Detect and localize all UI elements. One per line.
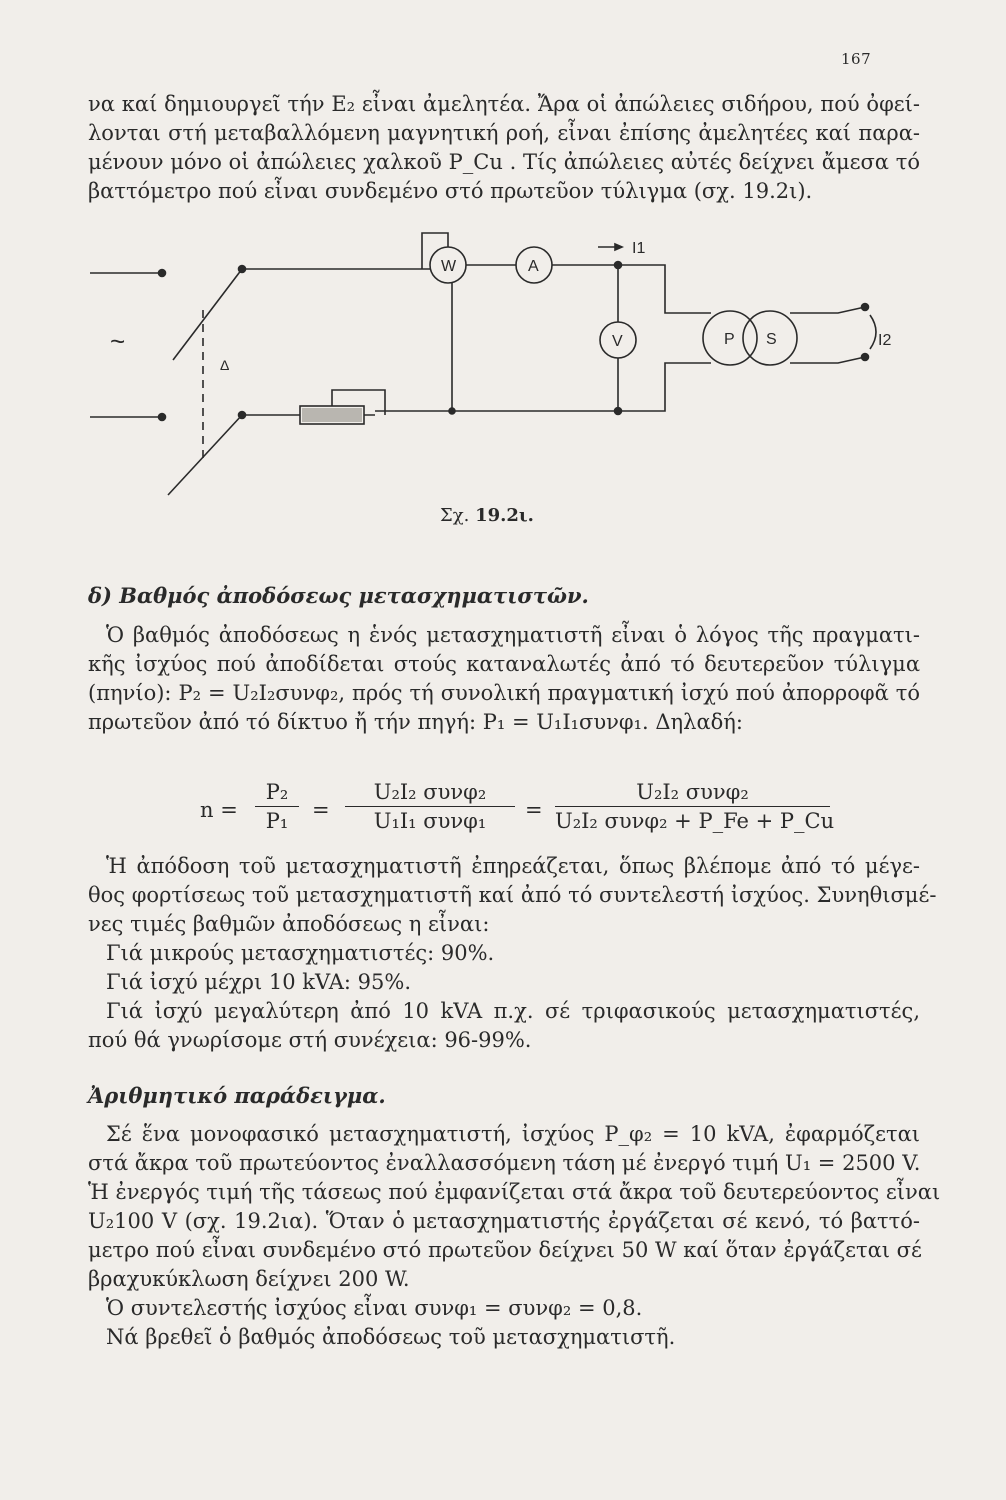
paragraph-example bbox=[88, 1120, 941, 1352]
list-item: Γιά ἰσχύ μεγαλύτερη ἀπό 10 kVA π.χ. σέ τριφασικούς μετασχηματιστές, bbox=[106, 999, 920, 1023]
voltmeter-label: V bbox=[612, 333, 623, 350]
caption-prefix: Σχ. bbox=[440, 505, 470, 526]
example-heading: Ἀριθμητικό παράδειγμα. bbox=[88, 1083, 386, 1108]
text-line: στά ἄκρα τοῦ πρωτεύοντος ἐναλλασσόμενη τάση μέ ἐνεργό τιμή U₁ = 2500 V. bbox=[88, 1151, 921, 1175]
switch-label: Δ bbox=[220, 357, 230, 373]
fraction-numerator: U₂I₂ συνφ₂ bbox=[373, 780, 487, 804]
equals-sign: = bbox=[525, 798, 543, 822]
wire-secondary-bottom bbox=[790, 357, 865, 363]
paragraph-efficiency bbox=[88, 621, 920, 737]
formula-lhs: n = bbox=[200, 798, 238, 822]
text-line: Νά βρεθεῖ ὁ βαθμός ἀποδόσεως τοῦ μετασχηματιστῆ. bbox=[106, 1325, 676, 1349]
wire-to-primary-bottom bbox=[618, 363, 711, 411]
ammeter-label: A bbox=[528, 258, 539, 275]
list-item: Γιά ἰσχύ μέχρι 10 kVA: 95%. bbox=[106, 970, 412, 994]
fraction-denominator: U₁I₁ συνφ₁ bbox=[373, 809, 487, 833]
list-item: πού θά γνωρίσομε στή συνέχεια: 96-99%. bbox=[88, 1028, 532, 1052]
text-line: πρωτεῦον ἀπό τό δίκτυο ἤ τήν πηγή: P₁ = U₁I₁συνφ₁. Δηλαδή: bbox=[88, 710, 743, 734]
current-label-i2: I2 bbox=[878, 332, 892, 349]
ac-source-symbol: ~ bbox=[110, 326, 126, 356]
list-item: Γιά μικρούς μετασχηματιστές: 90%. bbox=[106, 941, 495, 965]
fraction-denominator: P₁ bbox=[265, 809, 289, 833]
fraction-numerator: U₂I₂ συνφ₂ bbox=[636, 780, 749, 804]
text-line: βραχυκύκλωση δείχνει 200 W. bbox=[88, 1267, 410, 1291]
section-heading: δ) Βαθμός ἀποδόσεως μετασχηματιστῶν. bbox=[88, 583, 589, 608]
fraction-power-ratio bbox=[255, 780, 299, 833]
circuit-diagram bbox=[70, 225, 890, 500]
paragraph-losses bbox=[88, 90, 920, 206]
current-label-i1: I1 bbox=[632, 240, 646, 257]
text-line: Σέ ἕνα μονοφασικό μετασχηματιστή, ἰσχύος P_φ₂ = 10 kVA, ἐφαρμόζεται bbox=[106, 1122, 920, 1146]
fraction-bar bbox=[345, 806, 515, 807]
wattmeter-label: W bbox=[441, 258, 457, 275]
text-line: μένουν μόνο οἱ ἀπώλειες χαλκοῦ P_Cu . Τίς ἀπώλειες αὐτές δείχνει ἄμεσα τό bbox=[88, 150, 920, 174]
fraction-ui-ratio bbox=[345, 780, 515, 833]
wire-secondary-top bbox=[790, 307, 865, 313]
caption-number: 19.2ι. bbox=[475, 505, 534, 526]
page-number: 167 bbox=[841, 50, 872, 68]
terminal-dot bbox=[862, 304, 869, 311]
fraction-bar bbox=[555, 806, 830, 807]
terminal-dot bbox=[159, 270, 166, 277]
text-line: λονται στή μεταβαλλόμενη μαγνητική ροή, εἶναι ἐπίσης ἀμελητέες καί παρα- bbox=[88, 121, 920, 145]
figure-caption bbox=[440, 505, 534, 526]
arrow-head bbox=[615, 244, 622, 250]
equals-sign: = bbox=[312, 798, 330, 822]
terminal-dot bbox=[862, 354, 869, 361]
text-line: Ἡ ἀπόδοση τοῦ μετασχηματιστῆ ἐπηρεάζεται, ὅπως βλέπομε ἀπό τό μέγε- bbox=[106, 854, 920, 878]
resistor-fill bbox=[302, 408, 362, 422]
wire-to-primary-top bbox=[618, 265, 711, 313]
fraction-bar bbox=[255, 806, 299, 807]
text-line: βαττόμετρο πού εἶναι συνδεμένο στό πρωτεῦον τύλιγμα (σχ. 19.2ι). bbox=[88, 179, 813, 203]
efficiency-formula bbox=[200, 780, 840, 844]
current-bracket-i2 bbox=[870, 315, 876, 349]
text-line: μετρο πού εἶναι συνδεμένο στό πρωτεῦον δείχνει 50 W καί ὅταν ἐργάζεται σέ bbox=[88, 1238, 922, 1262]
text-line: θος φορτίσεως τοῦ μετασχηματιστῆ καί ἀπό τό συντελεστή ἰσχύος. Συνηθισμέ- bbox=[88, 883, 937, 907]
text-line: νες τιμές βαθμῶν ἀποδόσεως η εἶναι: bbox=[88, 912, 490, 936]
text-line: κῆς ἰσχύος πού ἀποδίδεται στούς καταναλωτές ἀπό τό δευτερεῦον τύλιγμα bbox=[88, 652, 920, 676]
text-line: U₂100 V (σχ. 19.2ια). Ὅταν ὁ μετασχηματιστής ἐργάζεται σέ κενό, τό βαττό- bbox=[88, 1209, 920, 1233]
fraction-numerator: P₂ bbox=[265, 780, 289, 804]
text-line: Ὁ συντελεστής ἰσχύος εἶναι συνφ₁ = συνφ₂ = 0,8. bbox=[106, 1296, 643, 1320]
switch-blade-top bbox=[173, 269, 242, 360]
terminal-dot bbox=[159, 414, 166, 421]
text-line: να καί δημιουργεῖ τήν E₂ εἶναι ἀμελητέα. Ἄρα οἱ ἀπώλειες σιδήρου, πού ὀφεί- bbox=[88, 92, 920, 116]
primary-label: P bbox=[724, 331, 735, 348]
switch-blade-bottom bbox=[168, 415, 242, 495]
fraction-losses bbox=[555, 780, 835, 833]
text-line: Ἡ ἐνεργός τιμή τῆς τάσεως πού ἐμφανίζεται στά ἄκρα τοῦ δευτερεύοντος εἶναι bbox=[88, 1180, 941, 1204]
paragraph-typical-values bbox=[88, 852, 937, 1055]
text-line: (πηνίο): P₂ = U₂I₂συνφ₂, πρός τή συνολική πραγματική ἰσχύ πού ἀπορροφᾶ τό bbox=[88, 681, 920, 705]
text-line: Ὁ βαθμός ἀποδόσεως η ἑνός μετασχηματιστῆ εἶναι ὁ λόγος τῆς πραγματι- bbox=[106, 623, 920, 647]
secondary-label: S bbox=[766, 331, 777, 348]
fraction-denominator: U₂I₂ συνφ₂ + P_Fe + P_Cu bbox=[555, 809, 835, 833]
